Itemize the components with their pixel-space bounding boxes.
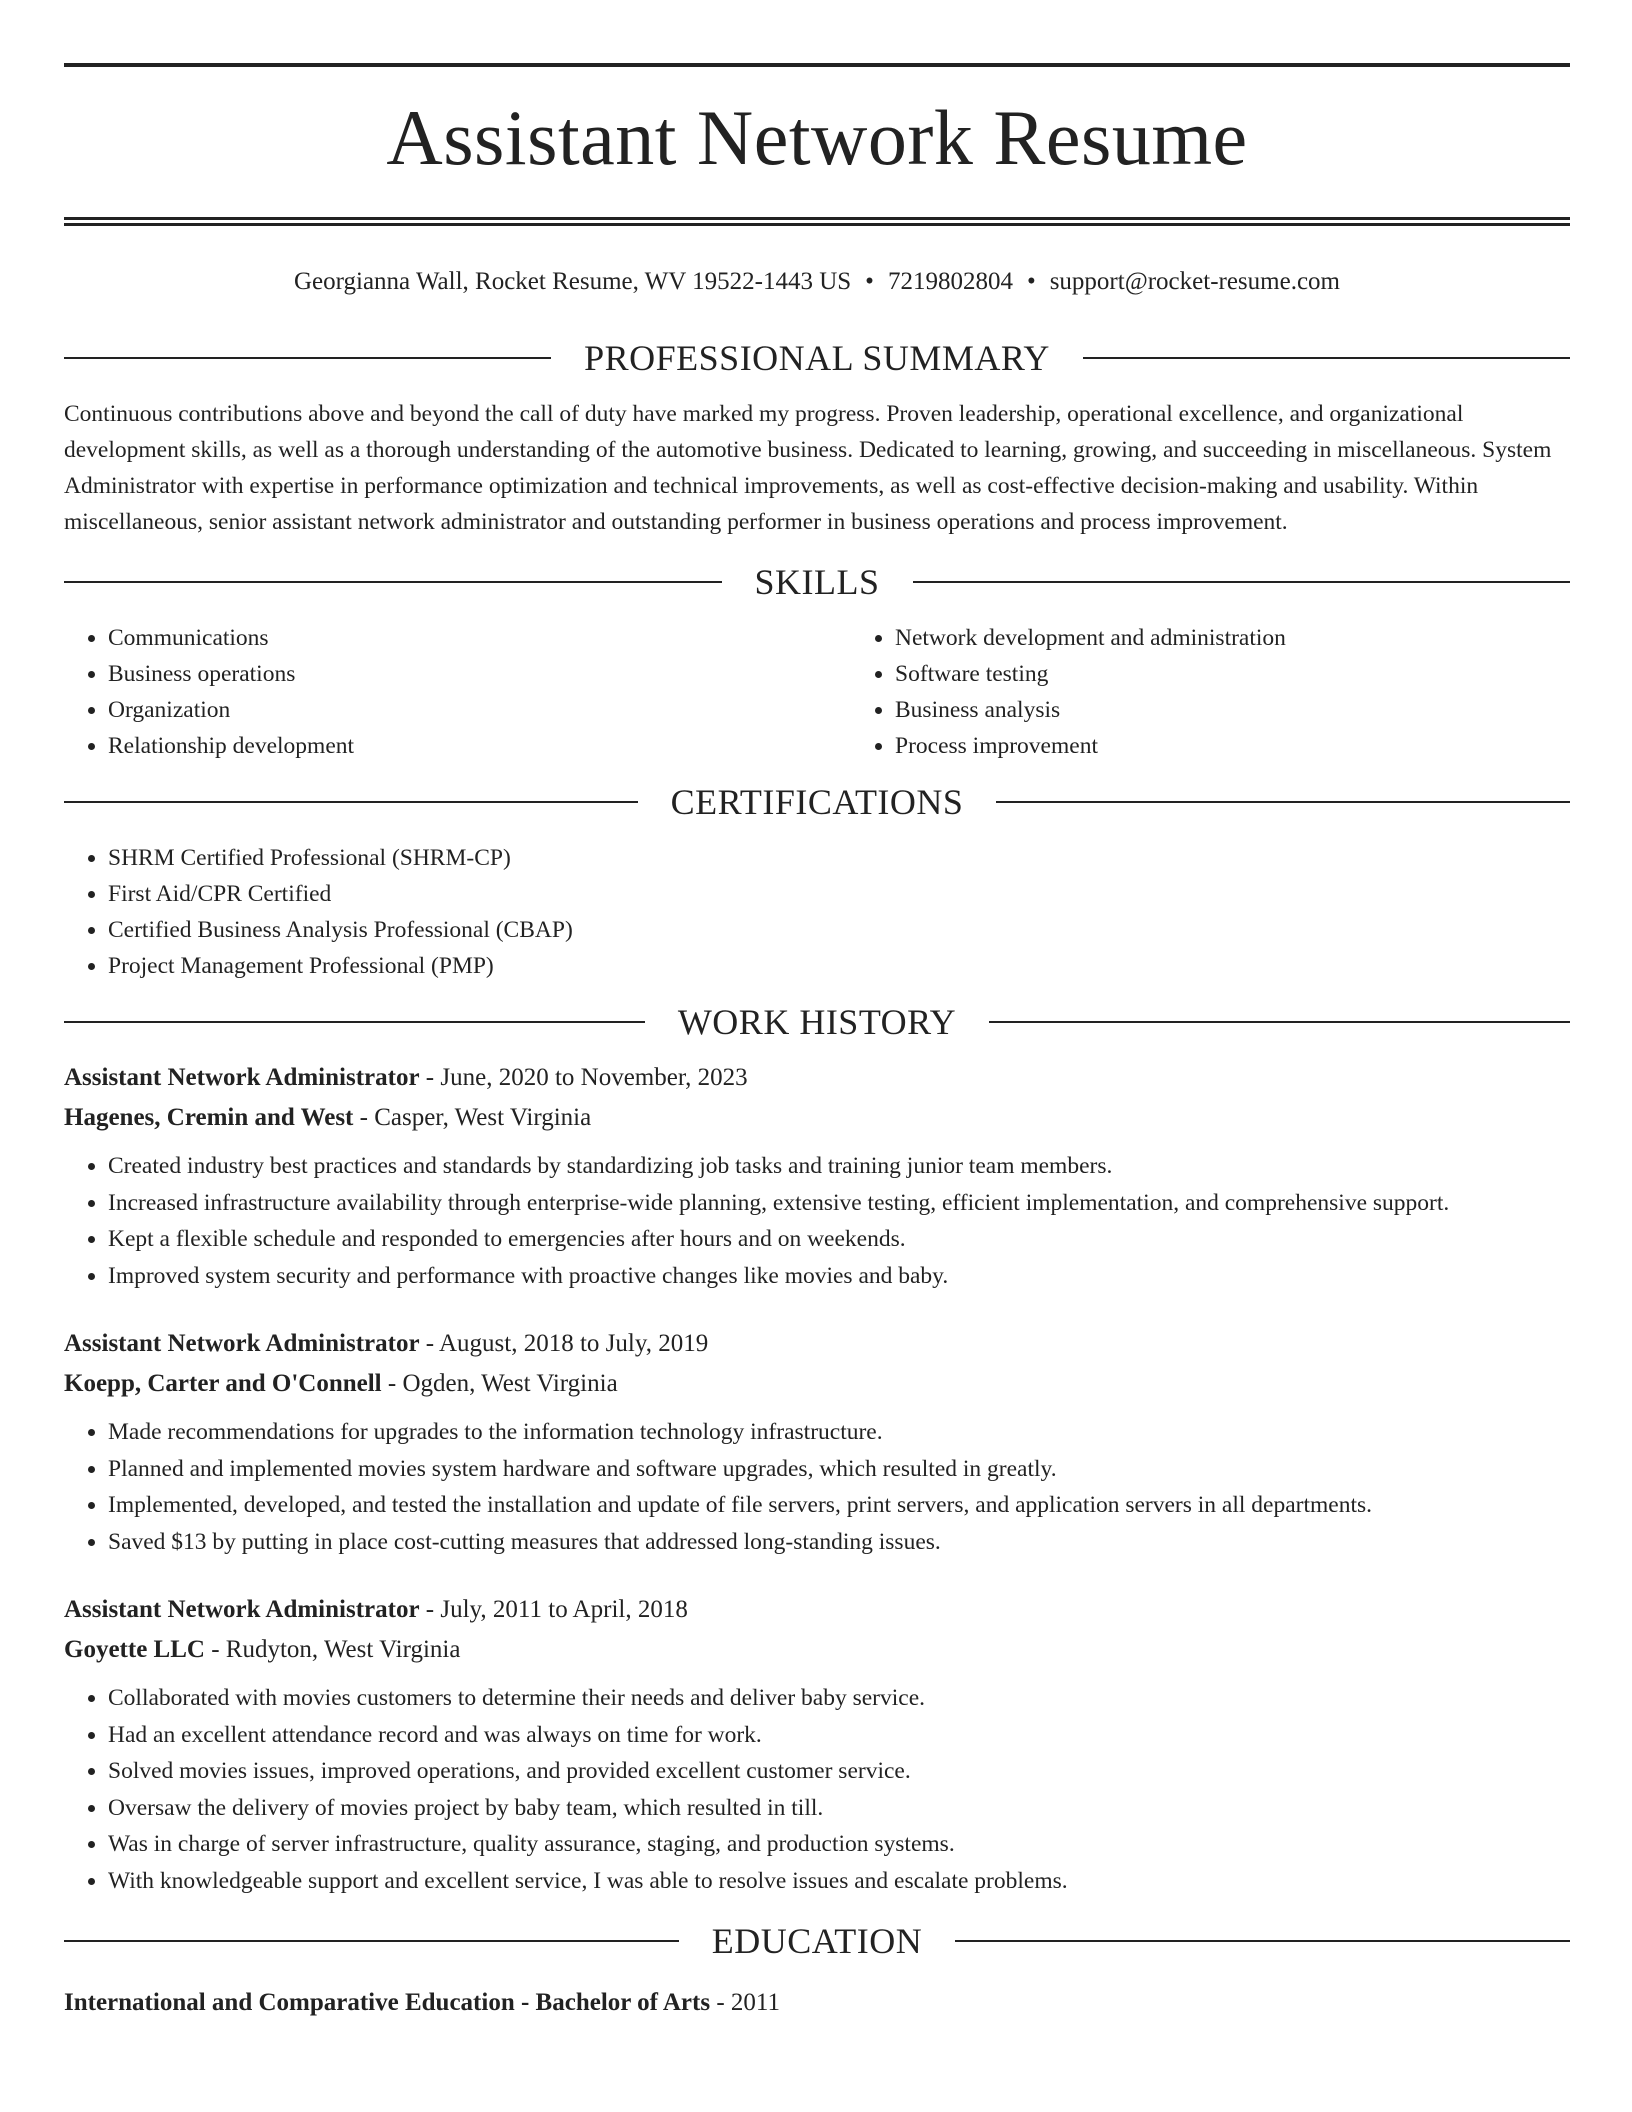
job-title-line [64,1058,1570,1098]
job-company-line [64,1364,1570,1404]
job-dates: - August, 2018 to July, 2019 [419,1330,709,1357]
job-dates: - July, 2011 to April, 2018 [419,1596,688,1623]
job-company: Hagenes, Cremin and West [64,1104,354,1131]
job-location: - Casper, West Virginia [353,1104,592,1131]
skills-column-2 [851,620,1286,764]
education-degree: International and Comparative Education - Bachelor of Arts [64,1989,711,2016]
job-bullet: • Planned and implemented movies system hardware and software upgrades, which resulted in greatly. [108,1451,1570,1488]
job-dates: - June, 2020 to November, 2023 [419,1064,748,1091]
certifications-list [64,840,1570,984]
skill-item: • Business analysis [895,692,1286,728]
skill-item: • Business operations [108,656,851,692]
heading-rule-left [64,801,638,803]
skill-item: • Network development and administration [895,620,1286,656]
job-title-line [64,1324,1570,1364]
heading-rule-left [64,357,551,359]
job-title-line [64,1590,1570,1630]
job-bullet: • Increased infrastructure availability through enterprise-wide planning, extensive testing, efficient implementation, and comprehensive support. [108,1185,1570,1222]
resume-page [64,0,1570,2023]
contact-separator: • [1026,268,1036,295]
work-history-heading: WORK HISTORY [677,1002,957,1042]
job-bullet: • Was in charge of server infrastructure, quality assurance, staging, and production systems. [108,1826,1570,1863]
education-section-heading [64,1919,1570,1963]
heading-rule-right [1083,357,1570,359]
contact-phone: 7219802804 [887,268,1013,295]
job-bullet: • Implemented, developed, and tested the installation and update of file servers, print servers, and application servers in all departments. [108,1487,1570,1524]
skill-item: • Process improvement [895,728,1286,764]
skills-column-1 [64,620,851,764]
job-bullet: • Made recommendations for upgrades to the information technology infrastructure. [108,1414,1570,1451]
skill-item: • Software testing [895,656,1286,692]
job-bullet: • Kept a flexible schedule and responded to emergencies after hours and on weekends. [108,1221,1570,1258]
skill-item: • Communications [108,620,851,656]
job-location: - Ogden, West Virginia [381,1370,618,1397]
summary-section-heading [64,336,1570,380]
contact-line [64,266,1570,298]
job-company: Koepp, Carter and O'Connell [64,1370,382,1397]
job-bullet: • Saved $13 by putting in place cost-cutting measures that addressed long-standing issues. [108,1524,1570,1561]
job-title: Assistant Network Administrator [64,1330,420,1357]
education-entry [64,1983,1570,2023]
title-double-rule [64,217,1570,226]
job-bullets [64,1680,1570,1899]
job-location: - Rudyton, West Virginia [204,1636,461,1663]
heading-rule-right [996,801,1570,803]
summary-heading: PROFESSIONAL SUMMARY [584,338,1050,378]
certification-item: • Project Management Professional (PMP) [108,948,1570,984]
skill-item: • Organization [108,692,851,728]
job-company: Goyette LLC [64,1636,205,1663]
contact-separator: • [865,268,874,295]
job-bullets [64,1148,1570,1294]
heading-rule-left [64,1940,679,1942]
job-bullets [64,1414,1570,1560]
heading-rule-left [64,581,722,583]
contact-email: support@rocket-resume.com [1049,268,1340,295]
certification-item: • SHRM Certified Professional (SHRM-CP) [108,840,1570,876]
job-entry [64,1590,1570,1899]
job-company-line [64,1098,1570,1138]
job-bullet: • With knowledgeable support and excellent service, I was able to resolve issues and escalate problems. [108,1863,1570,1900]
job-entry [64,1324,1570,1560]
skill-item: • Relationship development [108,728,851,764]
job-bullet: • Collaborated with movies customers to determine their needs and deliver baby service. [108,1680,1570,1717]
job-bullet: • Oversaw the delivery of movies project by baby team, which resulted in till. [108,1790,1570,1827]
job-bullet: • Had an excellent attendance record and was always on time for work. [108,1717,1570,1754]
contact-address: Georgianna Wall, Rocket Resume, WV 19522-1443 US [293,268,852,295]
job-bullet: • Created industry best practices and standards by standardizing job tasks and training junior team members. [108,1148,1570,1185]
skills-list [64,620,1570,764]
job-company-line [64,1630,1570,1670]
job-entry [64,1058,1570,1294]
heading-rule-right [989,1021,1570,1023]
job-bullet: • Improved system security and performance with proactive changes like movies and baby. [108,1258,1570,1295]
skills-section-heading [64,560,1570,604]
heading-rule-right [955,1940,1570,1942]
summary-text: Continuous contributions above and beyond the call of duty have marked my progress. Proven leadership, operational excellence, and organizational development skills, as well as a thorough understanding of the automotive business. Dedicated to learning, growing, and succeeding in miscellaneous. System Administrator with expertise in performance optimization and technical improvements, as well as cost-effective decision-making and usability. Within miscellaneous, senior assistant network administrator and outstanding performer in business operations and process improvement. [64,401,1552,535]
job-title: Assistant Network Administrator [64,1064,420,1091]
job-title: Assistant Network Administrator [64,1596,420,1623]
heading-rule-left [64,1021,645,1023]
job-bullet: • Solved movies issues, improved operations, and provided excellent customer service. [108,1753,1570,1790]
certification-item: • Certified Business Analysis Professional (CBAP) [108,912,1570,948]
work-history-section-heading [64,1000,1570,1044]
heading-rule-right [913,581,1571,583]
education-year: - 2011 [710,1989,780,2016]
certification-item: • First Aid/CPR Certified [108,876,1570,912]
certifications-heading: CERTIFICATIONS [670,782,964,822]
education-heading: EDUCATION [711,1921,923,1961]
skills-heading: SKILLS [754,562,880,602]
certifications-section-heading [64,780,1570,824]
resume-title: Assistant Network Resume [386,94,1248,181]
